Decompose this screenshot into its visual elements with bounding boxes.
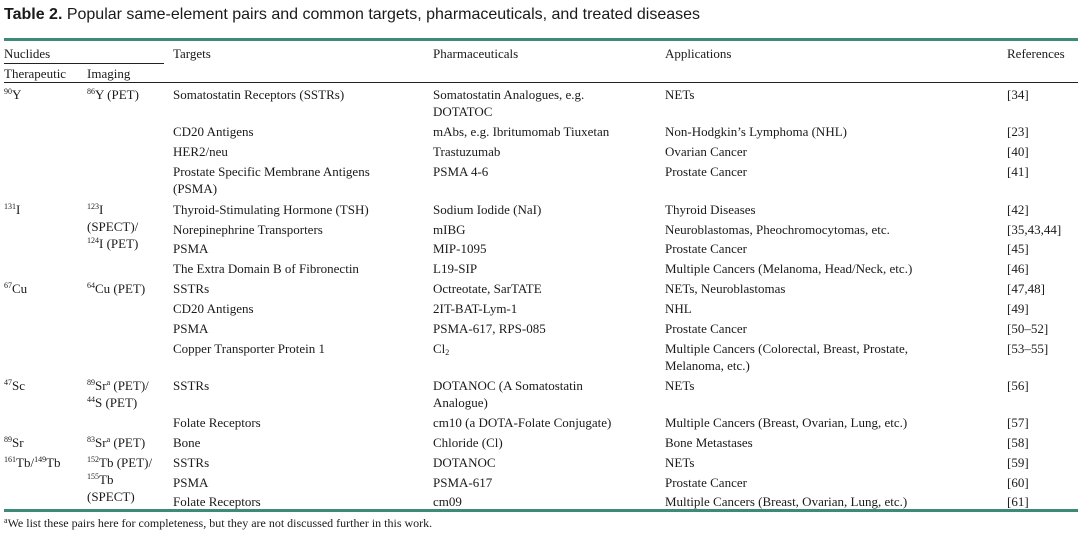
pharmaceutical-cell: Somatostatin Analogues, e.g.: [433, 87, 585, 102]
application-cell: NETs, Neuroblastomas: [665, 281, 786, 296]
application-cell: Neuroblastomas, Pheochromocytomas, etc.: [665, 222, 890, 237]
reference-cell: [34]: [1007, 87, 1029, 102]
pharmaceutical-cell: PSMA 4-6: [433, 164, 489, 179]
target-cell: Somatostatin Receptors (SSTRs): [173, 87, 345, 102]
reference-cell: [42]: [1007, 202, 1029, 217]
header-references: References: [1007, 46, 1065, 61]
bottom-rule: [4, 509, 1078, 512]
application-cell: Prostate Cancer: [665, 164, 747, 179]
imaging-nuclide: $^{152}$Tb (PET)/: [87, 455, 153, 470]
reference-cell: [40]: [1007, 144, 1029, 159]
reference-cell: [58]: [1007, 435, 1029, 450]
target-cell: CD20 Antigens: [173, 301, 254, 316]
application-cell: NHL: [665, 301, 692, 316]
application-cell: Multiple Cancers (Colorectal, Breast, Prostate,: [665, 341, 908, 356]
reference-cell: [61]: [1007, 494, 1029, 509]
header-applications: Applications: [665, 46, 732, 61]
pharmaceutical-cell: cm09: [433, 494, 462, 509]
imaging-nuclide: (SPECT)/: [87, 219, 139, 234]
target-cell: SSTRs: [173, 378, 210, 393]
target-cell: CD20 Antigens: [173, 124, 254, 139]
imaging-nuclide: (SPECT): [87, 489, 135, 504]
application-cell: Multiple Cancers (Breast, Ovarian, Lung, etc.): [665, 415, 908, 430]
pharmaceutical-cell: DOTATOC: [433, 104, 493, 119]
pharmaceutical-cell: PSMA-617: [433, 475, 493, 490]
pharmaceutical-cell: Chloride (Cl): [433, 435, 503, 450]
pharmaceutical-cell: Analogue): [433, 395, 488, 410]
therapeutic-nuclide: $^{90}$Y: [4, 87, 22, 102]
therapeutic-nuclide: $^{89}$Sr: [4, 435, 24, 450]
target-cell: Copper Transporter Protein 1: [173, 341, 326, 356]
header-therapeutic: Therapeutic: [4, 66, 67, 81]
target-cell: HER2/neu: [173, 144, 228, 159]
application-cell: NETs: [665, 87, 695, 102]
reference-cell: [23]: [1007, 124, 1029, 139]
header-imaging: Imaging: [87, 66, 131, 81]
header-targets: Targets: [173, 46, 211, 61]
pharmaceutical-cell: Trastuzumab: [433, 144, 501, 159]
application-cell: Prostate Cancer: [665, 241, 747, 256]
imaging-nuclide: $^{83}$Sr$^a$ (PET): [87, 435, 146, 450]
pharmaceutical-cell: Sodium Iodide (NaI): [433, 202, 542, 217]
header-nuclides-underline: [4, 63, 164, 64]
application-cell: NETs: [665, 378, 695, 393]
imaging-nuclide: $^{155}$Tb: [87, 472, 114, 487]
therapeutic-nuclide: $^{67}$Cu: [4, 281, 28, 296]
therapeutic-nuclide: $^{161}$Tb/$^{149}$Tb: [4, 455, 61, 470]
pharmaceutical-cell: DOTANOC: [433, 455, 496, 470]
target-cell: Prostate Specific Membrane Antigens: [173, 164, 370, 179]
imaging-nuclide: $^{44}$S (PET): [87, 395, 138, 410]
pharmaceutical-cell: mIBG: [433, 222, 466, 237]
imaging-nuclide: $^{86}$Y (PET): [87, 87, 139, 102]
target-cell: PSMA: [173, 475, 209, 490]
reference-cell: [41]: [1007, 164, 1029, 179]
pharmaceutical-cell: 2IT-BAT-Lym-1: [433, 301, 518, 316]
pharmaceutical-cell: cm10 (a DOTA-Folate Conjugate): [433, 415, 612, 430]
application-cell: Bone Metastases: [665, 435, 753, 450]
application-cell: Prostate Cancer: [665, 321, 747, 336]
pharmaceutical-cell: $Cl_2$: [433, 341, 450, 357]
pharmaceutical-cell: Octreotate, SarTATE: [433, 281, 542, 296]
application-cell: NETs: [665, 455, 695, 470]
reference-cell: [35,43,44]: [1007, 222, 1062, 237]
table-label: Table 2.: [4, 6, 63, 23]
top-rule: [4, 38, 1078, 41]
reference-cell: [46]: [1007, 261, 1029, 276]
table-footnote: $^a$We list these pairs here for completeness, but they are not discussed further in this work.: [4, 516, 433, 530]
reference-cell: [56]: [1007, 378, 1029, 393]
target-cell: Folate Receptors: [173, 415, 261, 430]
target-cell: The Extra Domain B of Fibronectin: [173, 261, 359, 276]
application-cell: Ovarian Cancer: [665, 144, 747, 159]
application-cell: Melanoma, etc.): [665, 358, 750, 373]
imaging-nuclide: $^{64}$Cu (PET): [87, 281, 146, 296]
reference-cell: [60]: [1007, 475, 1029, 490]
header-pharmaceuticals: Pharmaceuticals: [433, 46, 519, 61]
target-cell: SSTRs: [173, 455, 210, 470]
therapeutic-nuclide: $^{131}$I: [4, 202, 21, 217]
table-title: Popular same-element pairs and common targets, pharmaceuticals, and treated diseases: [62, 6, 701, 23]
pharmaceutical-cell: PSMA-617, RPS-085: [433, 321, 546, 336]
target-cell: (PSMA): [173, 181, 218, 196]
reference-cell: [50–52]: [1007, 321, 1049, 336]
header-nuclides: Nuclides: [4, 46, 51, 61]
application-cell: Multiple Cancers (Melanoma, Head/Neck, etc.): [665, 261, 913, 276]
reference-cell: [49]: [1007, 301, 1029, 316]
pharmaceutical-cell: mAbs, e.g. Ibritumomab Tiuxetan: [433, 124, 610, 139]
pharmaceutical-cell: MIP-1095: [433, 241, 487, 256]
application-cell: Prostate Cancer: [665, 475, 747, 490]
target-cell: Folate Receptors: [173, 494, 261, 509]
imaging-nuclide: $^{89}$Sr$^a$ (PET)/: [87, 378, 149, 393]
header-rule: [4, 82, 1078, 83]
reference-cell: [47,48]: [1007, 281, 1045, 296]
pharmaceutical-cell: DOTANOC (A Somatostatin: [433, 378, 583, 393]
application-cell: Thyroid Diseases: [665, 202, 756, 217]
therapeutic-nuclide: $^{47}$Sc: [4, 378, 25, 393]
reference-cell: [57]: [1007, 415, 1029, 430]
application-cell: Non-Hodgkin’s Lymphoma (NHL): [665, 124, 847, 139]
target-cell: SSTRs: [173, 281, 210, 296]
target-cell: Norepinephrine Transporters: [173, 222, 323, 237]
imaging-nuclide: $^{124}$I (PET): [87, 236, 139, 251]
target-cell: PSMA: [173, 321, 209, 336]
target-cell: Thyroid-Stimulating Hormone (TSH): [173, 202, 369, 217]
reference-cell: [45]: [1007, 241, 1029, 256]
application-cell: Multiple Cancers (Breast, Ovarian, Lung, etc.): [665, 494, 908, 509]
reference-cell: [59]: [1007, 455, 1029, 470]
target-cell: PSMA: [173, 241, 209, 256]
imaging-nuclide: $^{123}$I: [87, 202, 104, 217]
table-caption: [4, 6, 700, 24]
reference-cell: [53–55]: [1007, 341, 1049, 356]
target-cell: Bone: [173, 435, 201, 450]
pharmaceutical-cell: L19-SIP: [433, 261, 478, 276]
